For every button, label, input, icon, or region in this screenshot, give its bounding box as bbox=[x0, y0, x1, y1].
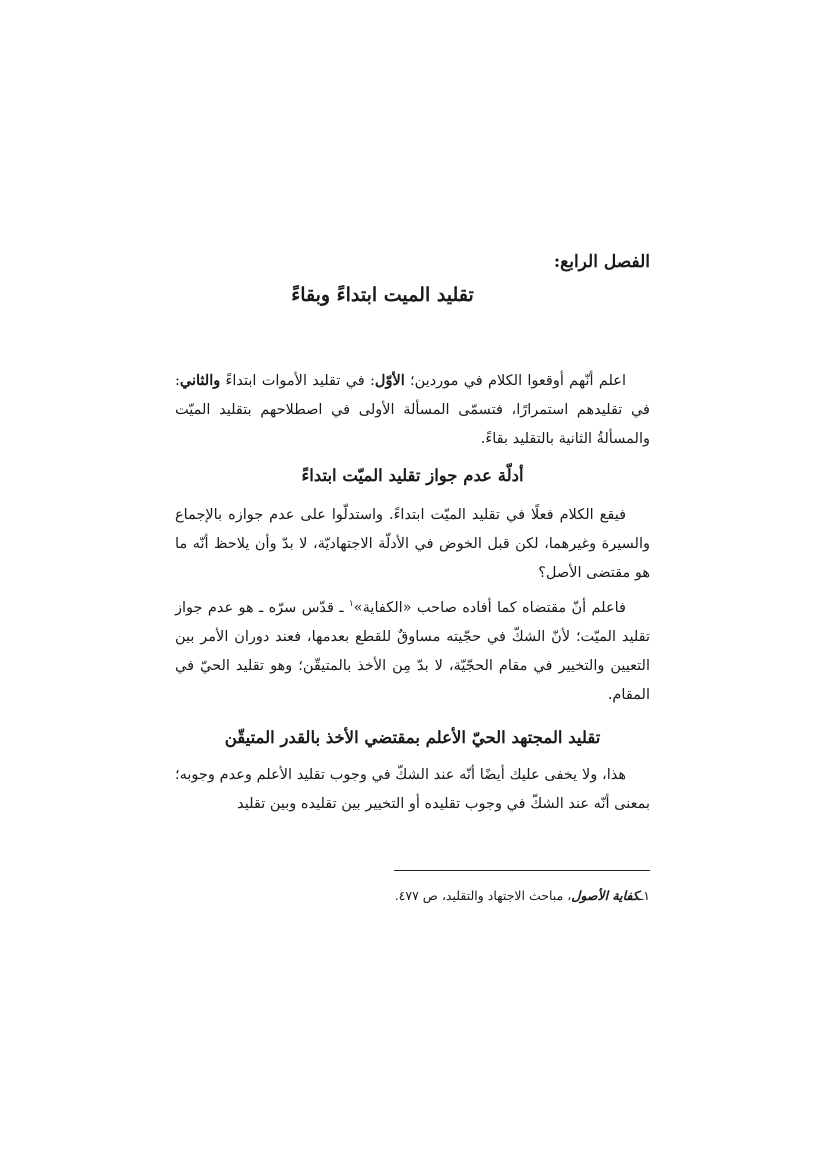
intro-first-text: : في تقليد الأموات ابتداءً bbox=[220, 373, 375, 389]
intro-second-label: والثاني bbox=[179, 372, 221, 389]
footnote-marker[interactable]: ١ bbox=[348, 599, 354, 609]
section2-paragraph-1: هذا، ولا يخفى عليك أيضًا أنّه عند الشكّ في وجوب تقليد الأعلم وعدم وجوبه؛ بمعنى أنّه عند الشكّ في وجوب تقليده أو التخيير بين تقليده وبين تقليد bbox=[175, 766, 650, 812]
chapter-title: تقليد الميت ابتداءً وبقاءً bbox=[291, 284, 474, 306]
section1-paragraph-2 bbox=[175, 590, 650, 710]
section1-paragraph-1: فيقع الكلام فعلًا في تقليد الميّت ابتداءً. واستدلّوا على عدم جوازه بالإجماع والسيرة وغيرهما، لكن قبل الخوض في الأدلّة الاجتهاديّة، لا بدّ وأن يلاحظ أنّه ما هو مقتضى الأصل؟ bbox=[175, 507, 650, 581]
intro-paragraph bbox=[175, 366, 650, 454]
section-heading-2: تقليد المجتهد الحيّ الأعلم بمقتضي الأخذ بالقدر المتيقّن bbox=[224, 727, 601, 747]
page-body bbox=[175, 252, 650, 821]
p2-before-footnote: فاعلم أنّ مقتضاه كما أفاده صاحب «الكفاية» bbox=[353, 599, 626, 616]
section-heading-1: أدلّة عدم جواز تقليد الميّت ابتداءً bbox=[301, 466, 524, 485]
chapter-label: الفصل الرابع: bbox=[553, 252, 650, 272]
p2-after-footnote: ـ قدّس سرّه ـ هو عدم جواز تقليد الميّت؛ لأنّ الشكّ في حجّيته مساوقٌ للقطع بعدمها، فعند دوران الأمر بين التعيين والتخيير في مقام الحجّيّة، لا بدّ مِن الأخذ بالمتيقّن؛ وهو تقليد الحيّ في المقام. bbox=[175, 599, 650, 703]
footnote-rest: ، مباحث الاجتهاد والتقليد، ص ٤٧٧. bbox=[394, 888, 572, 903]
intro-lead: اعلم أنّهم أوقعوا الكلام في موردين؛ bbox=[404, 373, 626, 389]
intro-first-label: الأوّل bbox=[374, 372, 405, 389]
footnote-book-title: كفاية الأصول bbox=[571, 888, 640, 903]
footnote-number: ١ـ bbox=[639, 888, 650, 903]
intro-rest: : في تقليدهم استمرارًا، فتسمّى المسألة الأولى في اصطلاحهم بتقليد الميّت والمسألةُ الثانية بالتقليد بقاءً. bbox=[175, 373, 650, 447]
footnote-divider bbox=[394, 870, 650, 871]
footnote bbox=[180, 888, 650, 903]
